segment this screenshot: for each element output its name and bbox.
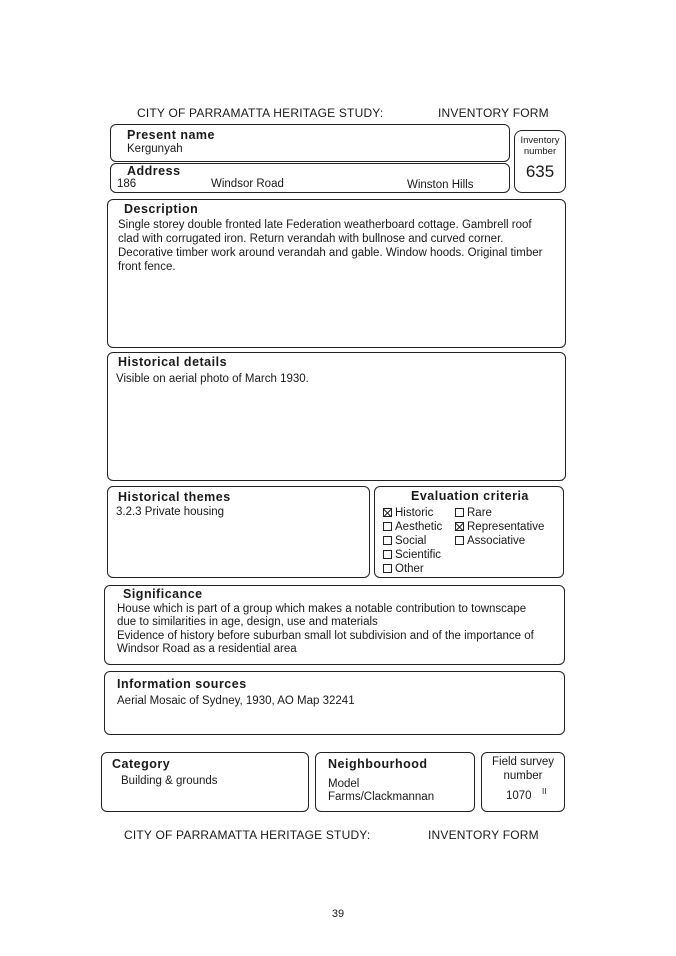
checkbox-scientific[interactable] <box>383 550 392 559</box>
checkbox-representative[interactable] <box>455 522 464 531</box>
checkbox-rare[interactable] <box>455 508 464 517</box>
significance-line-1: House which is part of a group which makes a notable contribution to townscape <box>117 603 527 615</box>
historical-themes-box <box>107 486 370 578</box>
address-box <box>110 163 510 193</box>
information-sources-label: Information sources <box>117 677 247 691</box>
significance-box <box>104 585 565 665</box>
field-survey-value: 1070 <box>506 790 532 802</box>
criterion-other[interactable] <box>383 563 424 575</box>
address-label: Address <box>127 164 181 178</box>
address-suburb: Winston Hills <box>407 179 474 191</box>
criterion-rare-label: Rare <box>467 507 492 519</box>
neighbourhood-box <box>315 752 475 812</box>
significance-line-2: due to similarities in age, design, use and materials <box>117 616 378 628</box>
checkbox-social[interactable] <box>383 536 392 545</box>
footer-study-title: CITY OF PARRAMATTA HERITAGE STUDY: <box>124 828 371 842</box>
criterion-associative[interactable] <box>455 535 525 547</box>
historical-details-value: Visible on aerial photo of March 1930. <box>116 373 309 385</box>
inventory-label-line2: number <box>523 146 557 157</box>
description-label: Description <box>124 202 199 216</box>
category-box <box>101 752 309 812</box>
neighbourhood-label: Neighbourhood <box>328 757 428 771</box>
historical-themes-value: 3.2.3 Private housing <box>116 506 225 518</box>
information-sources-value: Aerial Mosaic of Sydney, 1930, AO Map 32241 <box>117 695 355 707</box>
criterion-social[interactable] <box>383 535 426 547</box>
inventory-number-value: 635 <box>525 162 555 181</box>
historical-details-label: Historical details <box>118 355 228 369</box>
header-form-title: INVENTORY FORM <box>438 106 549 120</box>
significance-line-4: Windsor Road as a residential area <box>117 643 297 655</box>
description-line-3: Decorative timber work around verandah and gable. Window hoods. Original timber <box>118 247 543 259</box>
criterion-aesthetic[interactable] <box>383 521 442 533</box>
criterion-representative-label: Representative <box>467 521 545 533</box>
present-name-value: Kergunyah <box>127 143 183 155</box>
inventory-number-box <box>514 130 566 193</box>
category-label: Category <box>112 757 171 771</box>
description-box <box>107 199 566 348</box>
neighbourhood-line-1: Model <box>328 778 360 790</box>
page-number: 39 <box>331 908 345 920</box>
criterion-aesthetic-label: Aesthetic <box>395 521 443 533</box>
description-line-1: Single storey double fronted late Federation weatherboard cottage. Gambrell roof <box>118 219 532 231</box>
criterion-scientific[interactable] <box>383 549 441 561</box>
criterion-historic-label: Historic <box>395 507 434 519</box>
inventory-label-line1: Inventory <box>520 135 560 146</box>
description-line-2: clad with corrugated iron. Return verandah with bullnose and curved corner. <box>118 233 504 245</box>
category-value: Building & grounds <box>121 775 218 787</box>
information-sources-box <box>104 671 565 735</box>
address-number: 186 <box>117 178 137 190</box>
field-survey-label-line1: Field survey <box>492 756 554 768</box>
evaluation-criteria-box <box>374 486 564 578</box>
present-name-label: Present name <box>127 128 215 142</box>
significance-label: Significance <box>123 587 203 601</box>
description-line-4: front fence. <box>118 261 176 273</box>
address-street: Windsor Road <box>211 178 284 190</box>
field-survey-suffix: II <box>542 787 547 796</box>
criterion-representative[interactable] <box>455 521 544 533</box>
neighbourhood-line-2: Farms/Clackmannan <box>328 791 435 803</box>
footer-form-title: INVENTORY FORM <box>428 828 539 842</box>
criterion-historic[interactable] <box>383 507 433 519</box>
checkbox-aesthetic[interactable] <box>383 522 392 531</box>
criterion-rare[interactable] <box>455 507 492 519</box>
checkbox-historic[interactable] <box>383 508 392 517</box>
criterion-social-label: Social <box>395 535 427 547</box>
historical-details-box <box>107 352 566 481</box>
significance-line-3: Evidence of history before suburban small lot subdivision and of the importance of <box>117 630 534 642</box>
checkbox-associative[interactable] <box>455 536 464 545</box>
evaluation-criteria-label: Evaluation criteria <box>411 489 529 503</box>
criterion-other-label: Other <box>395 563 424 575</box>
field-survey-box <box>481 752 565 812</box>
header-study-title: CITY OF PARRAMATTA HERITAGE STUDY: <box>137 106 384 120</box>
present-name-box <box>110 124 510 162</box>
historical-themes-label: Historical themes <box>118 490 231 504</box>
field-survey-label-line2: number <box>503 770 543 782</box>
criterion-associative-label: Associative <box>467 535 526 547</box>
checkbox-other[interactable] <box>383 564 392 573</box>
criterion-scientific-label: Scientific <box>395 549 442 561</box>
